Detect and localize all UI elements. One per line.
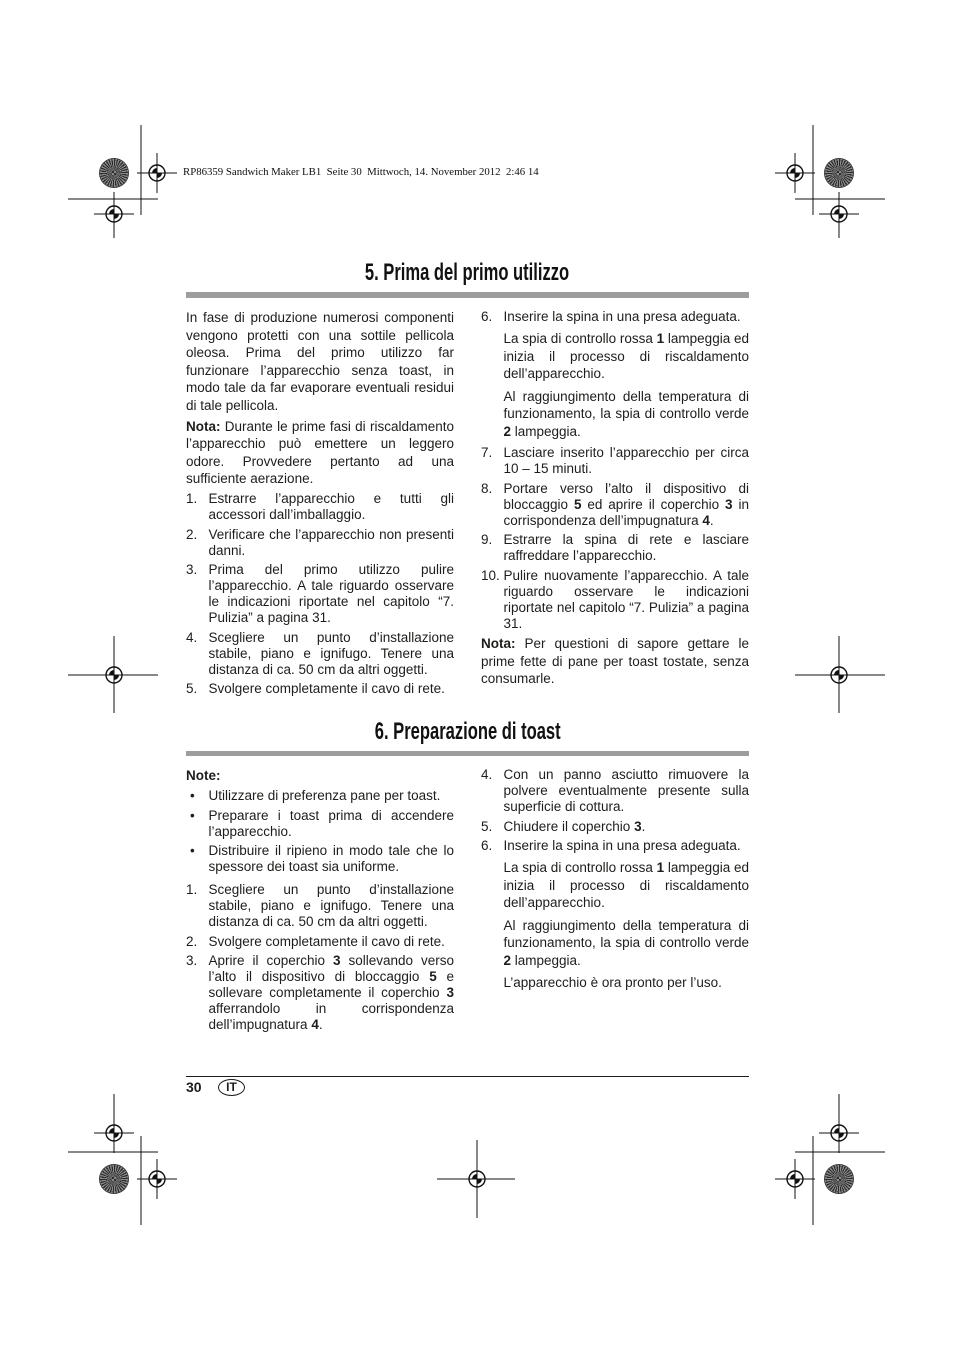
part-number: 5 [573, 496, 582, 512]
registration-target [775, 153, 815, 193]
registration-target [137, 1159, 177, 1199]
registration-target [819, 655, 859, 695]
step-number: 6. [481, 309, 493, 324]
block-text [504, 838, 750, 854]
text-run: Utilizzare di preferenza pane per toast. [208, 788, 441, 803]
registration-target [819, 1113, 859, 1153]
part-number: 1 [656, 860, 665, 875]
step-number: 4. [481, 767, 493, 782]
numbered-step [186, 934, 454, 950]
text-run: Al raggiungimento della temperatura di funzionamento, la spia di controllo verde [503, 388, 749, 421]
bullet-item [186, 808, 454, 840]
text-run: lampeggia. [511, 952, 581, 968]
text-run: Portare verso l’alto il dispositivo di bloccaggio [503, 480, 749, 512]
registration-target [94, 655, 134, 695]
text-run: . [318, 1017, 323, 1032]
step-number: 2. [186, 933, 198, 949]
section-title-bar [186, 751, 749, 756]
print-slug: RP86359 Sandwich Maker LB1 Seite 30 Mittwoch, 14. November 2012 2:46 14 [183, 166, 539, 178]
step-number: 8. [481, 480, 493, 496]
text-run: Inserire la spina in una presa adeguata. [503, 838, 741, 853]
block-text [186, 418, 454, 488]
numbered-step [481, 838, 749, 854]
step-note [481, 388, 749, 441]
step-note [481, 330, 749, 383]
part-number: 3 [332, 953, 341, 968]
paragraph [481, 635, 749, 688]
block-text [504, 819, 750, 835]
step-number: 1. [186, 491, 198, 506]
step-number: 4. [186, 629, 198, 645]
block-text [209, 681, 455, 697]
numbered-step [186, 882, 454, 930]
part-number: 1 [656, 331, 665, 346]
block-text [504, 859, 750, 912]
text-run: Estrarre la spina di rete e lasciare raffreddare l’apparecchio. [503, 532, 749, 563]
page-number: 30 [186, 1079, 202, 1095]
section-heading [186, 259, 749, 287]
step-note [481, 974, 749, 992]
section-title-bar [186, 292, 749, 298]
step-number: 3. [186, 562, 198, 577]
numbered-step [186, 953, 454, 1033]
part-number: 2 [503, 952, 512, 968]
bullet-marker: • [190, 807, 195, 823]
paragraph [186, 418, 454, 488]
text-run: ed aprire il coperchio [581, 496, 726, 512]
block-text [481, 635, 749, 688]
block-text [186, 767, 454, 785]
note-label: Note: [186, 768, 221, 783]
numbered-step [481, 445, 749, 477]
registration-target [94, 194, 134, 234]
text-run: Lasciare inserito l’apparecchio per circa 10 – 15 minuti. [503, 445, 749, 476]
text-run: Distribuire il ripieno in modo tale che lo spessore dei toast sia uniforme. [208, 843, 454, 874]
color-rosette [100, 1165, 128, 1193]
block-text [504, 481, 750, 529]
block-text [209, 630, 455, 678]
step-number: 2. [186, 526, 198, 542]
numbered-step [481, 309, 749, 325]
text-run: La spia di controllo rossa [503, 331, 657, 346]
numbered-step [481, 481, 749, 529]
bullet-item [186, 843, 454, 875]
note-label: Nota: [481, 636, 516, 651]
part-number: 3 [634, 818, 642, 834]
step-note [481, 859, 749, 912]
part-number: 4 [311, 1017, 319, 1032]
text-run: Verificare che l’apparecchio non presenti danni. [208, 526, 454, 558]
text-run: e sollevare completamente il coperchio [208, 969, 454, 1000]
step-note [481, 917, 749, 970]
text-run: Estrarre l’apparecchio e tutti gli accessori dall’imballaggio. [208, 491, 454, 522]
registration-target [457, 1159, 497, 1199]
part-number: 4 [702, 512, 710, 528]
numbered-step [481, 819, 749, 835]
block-text [209, 527, 455, 559]
step-number: 5. [481, 818, 493, 834]
part-number: 5 [429, 969, 437, 984]
text-run: Aprire il coperchio [208, 953, 333, 968]
right-column [481, 309, 749, 688]
numbered-step [186, 630, 454, 678]
numbered-step [481, 767, 749, 815]
step-number: 9. [481, 532, 493, 547]
block-text [504, 568, 750, 632]
registration-target [775, 1159, 815, 1199]
step-number: 3. [186, 953, 198, 968]
color-rosette [825, 159, 853, 187]
numbered-step [481, 532, 749, 564]
text-run: Scegliere un punto d’installazione stabile, piano e ignifugo. Tenere una distanza di ca. 50 cm da altri oggetti. [208, 882, 454, 929]
text-run: lampeggia ed inizia il processo di riscaldamento dell’apparecchio. [503, 331, 749, 381]
step-number: 5. [186, 681, 198, 696]
part-number: 3 [725, 496, 733, 512]
step-number: 6. [481, 838, 493, 853]
step-number: 10. [481, 567, 500, 583]
bullet-marker: • [190, 788, 195, 803]
text-run: Prima del primo utilizzo pulire l’apparecchio. A tale riguardo osservare le indicazioni riportate nel capitolo “7. Pulizia” a pagina 31. [208, 562, 454, 625]
registration-target [137, 153, 177, 193]
text-run: L’apparecchio è ora pronto per l’uso. [503, 975, 722, 990]
block-text [504, 445, 750, 477]
footer-rule [186, 1076, 749, 1077]
text-run: Chiudere il coperchio [503, 818, 635, 834]
part-number: 2 [503, 423, 512, 439]
numbered-step [481, 568, 749, 632]
text-run: La spia di controllo rossa [503, 860, 657, 875]
block-text [209, 882, 455, 930]
section-title: 5. Prima del primo utilizzo [365, 259, 570, 286]
step-number: 1. [186, 882, 198, 897]
block-text [209, 934, 455, 950]
block-text [504, 330, 750, 383]
color-rosette [100, 159, 128, 187]
text-run: Scegliere un punto d’installazione stabile, piano e ignifugo. Tenere una distanza di ca. 50 cm da altri oggetti. [208, 629, 454, 677]
block-text [209, 808, 455, 840]
block-text [209, 843, 455, 875]
bullet-marker: • [190, 843, 195, 858]
numbered-step [186, 527, 454, 559]
bullet-item [186, 788, 454, 804]
part-number: 3 [446, 985, 454, 1000]
block-text [504, 309, 750, 325]
block-text [504, 767, 750, 815]
left-column [186, 309, 454, 697]
text-run: Con un panno asciutto rimuovere la polvere eventualmente presente sulla superficie di cottura. [503, 767, 749, 814]
text-run: Svolgere completamente il cavo di rete. [208, 681, 445, 696]
paragraph [186, 309, 454, 414]
text-run: Preparare i toast prima di accendere l’apparecchio. [208, 807, 454, 839]
text-run: Al raggiungimento della temperatura di funzionamento, la spia di controllo verde [503, 917, 749, 950]
step-number: 7. [481, 445, 493, 460]
block-text [186, 309, 454, 414]
block-text [209, 562, 455, 626]
text-run: Pulire nuovamente l’apparecchio. A tale riguardo osservare le indicazioni riportate nel capitolo “7. Pulizia” a pagina 31. [503, 567, 749, 631]
block-text [504, 917, 750, 970]
text-run: Svolgere completamente il cavo di rete. [208, 933, 445, 949]
language-badge: IT [218, 1079, 245, 1096]
section-heading [186, 718, 749, 746]
text-run: Per questioni di sapore gettare le prime fette di pane per toast tostate, senza consumarle. [481, 636, 749, 686]
text-run: lampeggia. [511, 423, 581, 439]
block-text [209, 491, 455, 523]
block-text [504, 532, 750, 564]
numbered-step [186, 491, 454, 523]
numbered-step [186, 681, 454, 697]
section-title: 6. Preparazione di toast [374, 718, 561, 745]
text-run: Durante le prime fasi di riscaldamento l’apparecchio può emettere un leggero odore. Provvedere pertanto ad una sufficiente aerazione. [186, 418, 454, 486]
text-run: Inserire la spina in una presa adeguata. [503, 309, 741, 324]
text-run: . [709, 512, 714, 528]
block-text [504, 388, 750, 441]
color-rosette [825, 1165, 853, 1193]
block-text [504, 974, 750, 992]
left-column [186, 767, 454, 1033]
right-column [481, 767, 749, 992]
text-run: lampeggia ed inizia il processo di riscaldamento dell’apparecchio. [503, 860, 749, 910]
numbered-step [186, 562, 454, 626]
text-run: sollevando verso l’alto il dispositivo di bloccaggio [208, 953, 455, 984]
paragraph [186, 767, 454, 785]
text-run: . [641, 818, 646, 834]
note-label: Nota: [186, 418, 221, 434]
block-text [209, 788, 455, 804]
registration-target [819, 194, 859, 234]
text-run: In fase di produzione numerosi componenti vengono protetti con una sottile pellicola oleosa. Prima del primo utilizzo far funzionare l’apparecchio senza toast, in modo tale da far evaporare eventuali residui di tale pellicola. [186, 310, 454, 413]
text-run: afferrandolo in corrispondenza dell’impugnatura [208, 1001, 454, 1032]
registration-target [94, 1113, 134, 1153]
text-run: in corrispondenza dell’impugnatura [503, 496, 749, 528]
block-text [209, 953, 455, 1033]
